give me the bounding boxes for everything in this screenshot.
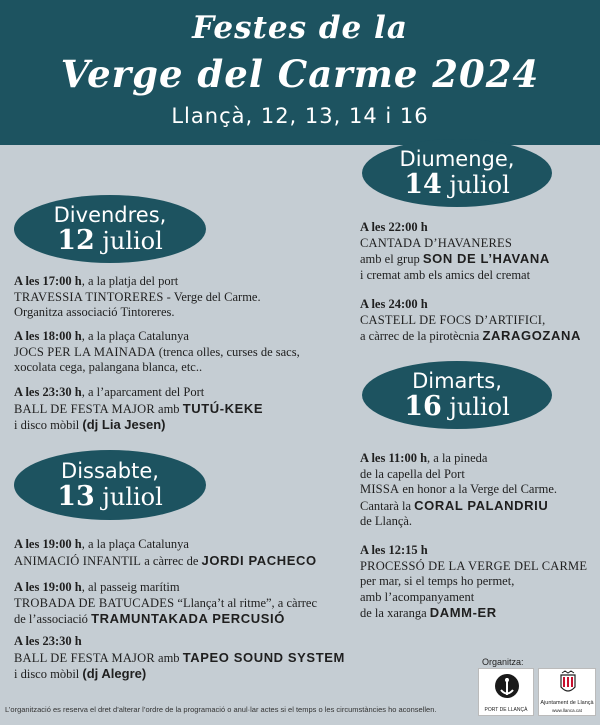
event-name: BALL DE FESTA MAJOR <box>14 401 155 416</box>
event-rest: (trenca olles, curses de sacs, <box>155 344 300 359</box>
event-name: TRAVESSIA TINTORERES <box>14 289 164 304</box>
badge-month: juliol <box>449 393 510 421</box>
badge-day: Divendres, <box>53 203 167 227</box>
event-name: BALL DE FESTA MAJOR <box>14 650 155 665</box>
event-detail: xocolata cega, palangana blanca, etc.. <box>14 360 203 374</box>
anchor-icon <box>479 669 535 707</box>
event-time: A les 23:30 h <box>14 385 82 399</box>
event-name: CASTELL DE FOCS D’ARTIFICI <box>360 312 543 327</box>
event-artist: JORDI PACHECO <box>201 552 317 568</box>
event-sunday-2: A les 24:00 h CASTELL DE FOCS D’ARTIFICI, a càrrec de la pirotècnia ZARAGOZANA <box>360 297 581 343</box>
event-detail: i cremat amb els amics del cremat <box>360 267 531 282</box>
event-saturday-3: A les 23:30 h BALL DE FESTA MAJOR amb TAPEO SOUND SYSTEM i disco mòbil (dj Alegre) <box>14 634 345 681</box>
badge-day: Diumenge, <box>399 147 515 171</box>
badge-month: juliol <box>102 483 163 511</box>
event-time: A les 23:30 h <box>14 634 82 648</box>
event-detail: Organitza associació Tintoreres. <box>14 305 175 319</box>
event-place: , al passeig marítim <box>81 580 180 594</box>
port-llanca-logo <box>478 668 534 716</box>
event-sunday-1: A les 22:00 h CANTADA D’HAVANERES amb el grup SON DE L’HAVANA i cremat amb els amics del cremat <box>360 220 550 282</box>
title-line2: Verge del Carme 2024 <box>60 52 540 96</box>
event-time: A les 17:00 h <box>14 274 82 288</box>
event-name: ANIMACIÓ INFANTIL <box>14 553 142 568</box>
badge-day: Dissabte, <box>61 459 159 483</box>
event-place: , a l’aparcament del Port <box>81 385 205 399</box>
coat-of-arms-icon <box>539 669 597 701</box>
event-tuesday-2: A les 12:15 h PROCESSÓ DE LA VERGE DEL CARME per mar, si el temps ho permet, amb l’acompanyament de la xaranga DAMM-ER <box>360 543 588 620</box>
event-time: A les 18:00 h <box>14 329 82 343</box>
badge-day: Dimarts, <box>412 369 502 393</box>
event-saturday-2: A les 19:00 h, al passeig marítim TROBADA DE BATUCADES “Llança’t al ritme”, a càrrec de l’associació TRAMUNTAKADA PERCUSIÓ <box>14 580 317 626</box>
badge-num: 12 <box>57 225 95 256</box>
event-time: A les 22:00 h <box>360 220 428 234</box>
header-banner <box>0 0 600 145</box>
event-artist: ZARAGOZANA <box>482 328 581 343</box>
badge-num: 16 <box>404 391 442 422</box>
subtitle: Llançà, 12, 13, 14 i 16 <box>171 104 429 128</box>
event-friday-3: A les 23:30 h, a l’aparcament del Port BALL DE FESTA MAJOR amb TUTÚ-KEKE i disco mòbil (dj Lia Jesen) <box>14 385 264 432</box>
event-place: , a la platja del port <box>81 274 179 288</box>
badge-divendres <box>14 195 206 263</box>
event-friday-2 <box>14 329 300 376</box>
event-name: MISSA <box>360 482 400 496</box>
event-artist: CORAL PALANDRIU <box>414 497 549 513</box>
event-time: A les 19:00 h <box>14 537 82 551</box>
event-artist: TUTÚ-KEKE <box>182 400 264 416</box>
event-time: A les 24:00 h <box>360 297 428 311</box>
badge-dissabte <box>14 450 206 520</box>
event-place: , a la pineda <box>427 451 488 465</box>
event-dj: (dj Alegre) <box>82 666 147 681</box>
logo-port-text: PORT DE LLANÇÀ <box>484 707 528 713</box>
event-artist: DAMM-ER <box>429 605 497 620</box>
organitza-label: Organitza: <box>482 657 524 667</box>
badge-dimarts <box>362 361 552 429</box>
ajuntament-logo <box>538 668 596 716</box>
event-place: , a la plaça Catalunya <box>81 537 189 551</box>
event-name: CANTADA D’HAVANERES <box>360 235 513 250</box>
event-time: A les 19:00 h <box>14 580 82 594</box>
event-artist: SON DE L’HAVANA <box>422 251 550 266</box>
event-time: A les 12:15 h <box>360 543 428 557</box>
badge-num: 13 <box>57 481 95 512</box>
event-tuesday-1: A les 11:00 h, a la pineda de la capella del Port MISSA en honor a la Verge del Carme. Cantarà la CORAL PALANDRIU de Llançà. <box>360 451 558 528</box>
badge-diumenge <box>362 139 552 207</box>
event-name: JOCS PER LA MAINADA <box>14 344 156 359</box>
event-name: PROCESSÓ DE LA VERGE DEL CARME <box>360 558 588 573</box>
event-rest: - Verge del Carme. <box>163 289 261 304</box>
title-line1: Festes de la <box>192 10 408 46</box>
event-place: , a la plaça Catalunya <box>81 329 189 343</box>
event-artist: TRAMUNTAKADA PERCUSIÓ <box>91 611 285 626</box>
event-friday-1 <box>14 274 261 321</box>
event-name: TROBADA DE BATUCADES <box>14 595 175 610</box>
event-time: A les 11:00 h <box>360 451 428 465</box>
event-dj: (dj Lia Jesen) <box>82 417 166 432</box>
disclaimer-note: L’organització es reserva el dret d’alterar l’ordre de la programació o anul·lar actes si el temps o les circumstàncies ho aconsellen. <box>5 705 437 714</box>
badge-month: juliol <box>102 227 163 255</box>
event-saturday-1: A les 19:00 h, a la plaça Catalunya ANIMACIÓ INFANTIL a càrrec de JORDI PACHECO <box>14 537 317 568</box>
event-artist: TAPEO SOUND SYSTEM <box>182 649 345 665</box>
logo-ajuntament-text: Ajuntament de Llançà <box>540 700 594 706</box>
badge-month: juliol <box>449 171 510 199</box>
logo-ajuntament-url: www.llanca.cat <box>552 708 582 713</box>
badge-num: 14 <box>404 169 442 200</box>
